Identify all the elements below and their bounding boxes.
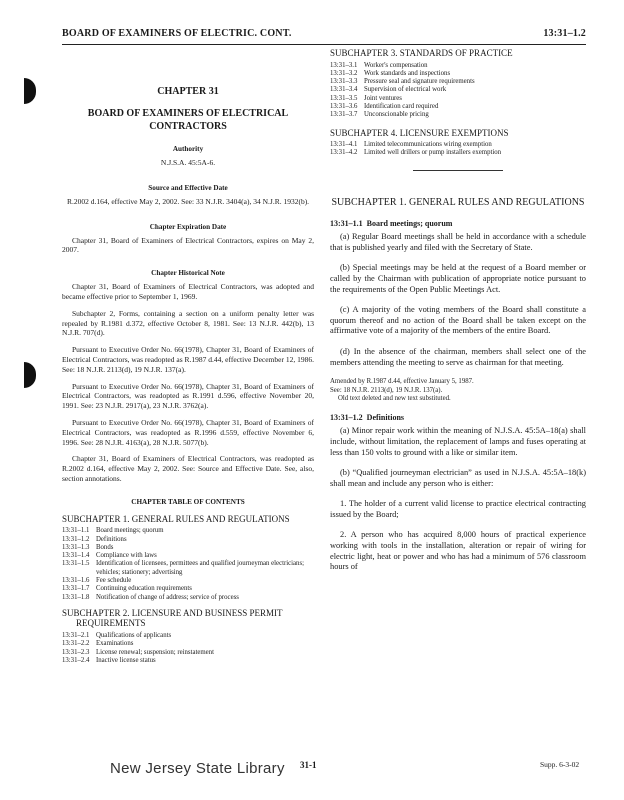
toc-item [62, 649, 314, 657]
source-text: R.2002 d.164, effective May 2, 2002. See: 33 N.J.R. 3404(a), 34 N.J.R. 1932(b). [66, 196, 310, 206]
toc-item-title: License renewal; suspension; reinstatement [96, 648, 214, 656]
history-note: Pursuant to Executive Order No. 66(1978), Chapter 31, Board of Examiners of Electrical Contractors, was readopted as R.1987 d.44, effective December 12, 1986. See: 18 N.J.R. 2113(d), 19 N.J.R. 137(a). [62, 345, 314, 374]
toc-item [62, 640, 314, 648]
toc-item-number: 13:31–1.8 [62, 593, 90, 601]
toc-item-number: 13:31–3.4 [330, 86, 358, 94]
toc-item [62, 560, 314, 577]
toc-item-number: 13:31–4.2 [330, 149, 358, 157]
chapter-title: BOARD OF EXAMINERS OF ELECTRICAL CONTRACTORS [87, 108, 289, 132]
toc-item [330, 103, 586, 111]
toc-item [330, 95, 586, 103]
toc-item [62, 577, 314, 585]
toc-item [62, 527, 314, 535]
toc-item [62, 594, 314, 602]
toc-subchapter-title: SUBCHAPTER 4. LICENSURE EXEMPTIONS [330, 127, 509, 138]
toc-item-number: 13:31–4.1 [330, 141, 358, 149]
toc-item-number: 13:31–2.2 [62, 640, 90, 648]
toc-item-title: Limited well drillers or pump installers exemption [364, 149, 502, 157]
toc-item-title: Work standards and inspections [364, 69, 451, 77]
toc-item-number: 13:31–1.3 [62, 543, 90, 551]
toc-item-number: 13:31–1.7 [62, 585, 90, 593]
toc-item [330, 111, 586, 119]
toc-list [62, 632, 314, 665]
toc-item [330, 86, 586, 94]
toc-item [330, 62, 586, 70]
expiration-text: Chapter 31, Board of Examiners of Electrical Contractors, expires on May 2, 2007. [62, 235, 314, 255]
toc-item-title: Identification card required [364, 102, 439, 110]
header-title: BOARD OF EXAMINERS OF ELECTRIC. CONT. [62, 28, 292, 39]
history-note: Subchapter 2, Forms, containing a section on a uniform penalty letter was repealed by R.1981 d.372, effective October 8, 1981. See: 13 N.J.R. 442(b), 13 N.J.R. 707(d). [62, 308, 314, 338]
toc-item-title: Supervision of electrical work [364, 86, 447, 94]
subchapter-heading: SUBCHAPTER 1. GENERAL RULES AND REGULATIONS [331, 196, 585, 208]
history-note: Chapter 31, Board of Examiners of Electrical Contractors, was adopted and became effective prior to September 1, 1969. [62, 282, 314, 301]
header-rule [62, 44, 586, 45]
toc-item-title: Notification of change of address; service of process [96, 593, 239, 601]
history-note: Pursuant to Executive Order No. 66(1978), Chapter 31, Board of Examiners of Electrical Contractors, was readopted as R.1991 d.596, effective November 20, 1991. See: 23 N.J.R. 2917(a), 23 N.J.R. 3762(a). [62, 381, 314, 411]
toc-item-title: Pressure seal and signature requirements [364, 78, 475, 86]
rule-title: Definitions [366, 413, 405, 423]
toc-item-title: Inactive license status [96, 656, 156, 664]
rule-number: 13:31–1.1 [330, 219, 363, 229]
toc-item-number: 13:31–3.7 [330, 111, 358, 119]
toc-list [62, 527, 314, 602]
header-section: 13:31–1.2 [543, 28, 586, 39]
rule-heading [330, 413, 586, 422]
rule-heading [330, 219, 586, 228]
rule-paragraph: 2. A person who has acquired 8,000 hours of practical experience working with tools in the installation, alteration or repair of wiring for electric light, heat or power and who has had a minimum of 576 classroom hours of [330, 530, 586, 572]
toc-item-number: 13:31–1.1 [62, 527, 90, 535]
toc-item-number: 13:31–3.1 [330, 61, 358, 69]
toc-item-title: Bonds [96, 543, 114, 551]
toc-item [330, 149, 586, 157]
toc-item [62, 585, 314, 593]
toc-item [62, 552, 314, 560]
toc-item-number: 13:31–2.3 [62, 648, 90, 656]
section-divider [413, 170, 503, 171]
rule-paragraph: (d) In the absence of the chairman, members shall select one of the members attending the meeting to serve as chairman for that meeting. [330, 346, 586, 367]
toc-item [62, 657, 314, 665]
toc-subchapter-title: SUBCHAPTER 2. LICENSURE AND BUSINESS PERMIT REQUIREMENTS [62, 607, 283, 629]
toc-item-number: 13:31–3.3 [330, 78, 358, 86]
toc-item [62, 544, 314, 552]
library-stamp: New Jersey State Library [110, 760, 285, 777]
page-number: 31-1 [300, 760, 317, 770]
toc-list [330, 141, 586, 158]
toc-subchapter-title: SUBCHAPTER 1. GENERAL RULES AND REGULATIONS [62, 513, 290, 524]
amendment-note [330, 378, 586, 403]
toc-item-number: 13:31–3.5 [330, 94, 358, 102]
amendment-line: See: 18 N.J.R. 2113(d), 19 N.J.R. 137(a). [330, 386, 443, 394]
history-note: Chapter 31, Board of Examiners of Electrical Contractors, was readopted as R.2002 d.164, effective May 2, 2002. See: Source and Effective Date. See, also, section annotations. [62, 454, 314, 483]
toc-item-title: Fee schedule [96, 577, 132, 585]
toc-item-title: Joint ventures [364, 94, 402, 102]
chapter-number: CHAPTER 31 [157, 86, 219, 97]
toc-item [330, 78, 586, 86]
right-column [330, 48, 586, 583]
rule-paragraph: (b) “Qualified journeyman electrician” as used in N.J.S.A. 45:5A–18(k) shall mean and include any person who is either: [330, 468, 586, 488]
toc-subchapter-title: SUBCHAPTER 3. STANDARDS OF PRACTICE [330, 48, 513, 58]
authority-heading: Authority [172, 145, 204, 153]
rule-paragraph: (c) A majority of the voting members of the Board shall constitute a quorum thereof and no action of the Board shall be taken except on the affirmative vote of a majority of the members of the entire Board. [330, 305, 586, 336]
toc-item-title: Definitions [96, 535, 127, 543]
toc-item-number: 13:31–1.2 [62, 535, 90, 543]
toc-item-number: 13:31–2.4 [62, 656, 90, 664]
left-column [62, 56, 314, 669]
expiration-heading: Chapter Expiration Date [149, 222, 227, 231]
toc-item [330, 141, 586, 149]
supplement-date: Supp. 6-3-02 [540, 760, 580, 769]
toc-item-title: Examinations [96, 640, 134, 648]
toc-item-title: Limited telecommunications wiring exemption [364, 141, 492, 149]
toc-item-number: 13:31–2.1 [62, 631, 90, 639]
rule-number: 13:31–1.2 [330, 413, 363, 423]
toc-item [62, 536, 314, 544]
running-header [62, 28, 586, 39]
binder-hole-mark [24, 362, 36, 388]
toc-item-title: Continuing education requirements [96, 585, 192, 593]
rule-paragraph: (b) Special meetings may be held at the request of a Board member or called by the Chairman with publication of appropriate notice pursuant to the requirements of the Open Public Meetings Act. [330, 263, 586, 294]
toc-item-title: Identification of licensees, permittees and qualified journeyman electricians; vehicles; stationery; advertising [96, 560, 304, 576]
amendment-line: Old text deleted and new text substituted. [338, 394, 451, 402]
toc-item-title: Qualifications of applicants [96, 631, 172, 639]
toc-item [62, 632, 314, 640]
toc-item-title: Compliance with laws [96, 552, 157, 560]
rule-paragraph: 1. The holder of a current valid license to practice electrical contracting issued by the Board; [330, 499, 586, 519]
rule-title: Board meetings; quorum [366, 219, 453, 229]
toc-item-number: 13:31–3.2 [330, 69, 358, 77]
toc-item-number: 13:31–1.4 [62, 552, 90, 560]
toc-list [330, 62, 586, 120]
toc-item-title: Unconscionable pricing [364, 111, 429, 119]
toc-item [330, 70, 586, 78]
toc-item-number: 13:31–3.6 [330, 102, 358, 110]
toc-item-title: Worker's compensation [364, 61, 428, 69]
source-heading: Source and Effective Date [148, 183, 228, 192]
authority-text: N.J.S.A. 45:5A-6. [160, 158, 216, 167]
toc-item-number: 13:31–1.5 [62, 560, 90, 568]
toc-item-title: Board meetings; quorum [96, 527, 164, 535]
toc-heading: CHAPTER TABLE OF CONTENTS [131, 497, 245, 506]
toc-item-number: 13:31–1.6 [62, 577, 90, 585]
rule-paragraph: (a) Minor repair work within the meaning of N.J.S.A. 45:5A–18(a) shall include, without limitation, the replacement of lamps and fuses operating at less than 150 volts to ground with a like or similar item. [330, 426, 586, 457]
amendment-line: Amended by R.1987 d.44, effective January 5, 1987. [330, 378, 474, 386]
history-heading: Chapter Historical Note [151, 269, 225, 278]
rule-paragraph: (a) Regular Board meetings shall be held in accordance with a schedule that is published yearly and filed with the Secretary of State. [330, 232, 586, 252]
binder-hole-mark [24, 78, 36, 104]
history-note: Pursuant to Executive Order No. 66(1978), Chapter 31, Board of Examiners of Electrical Contractors, was readopted as R.1996 d.559, effective November 6, 1996. See: 28 N.J.R. 4163(a), 28 N.J.R. 5077(b). [62, 417, 314, 447]
